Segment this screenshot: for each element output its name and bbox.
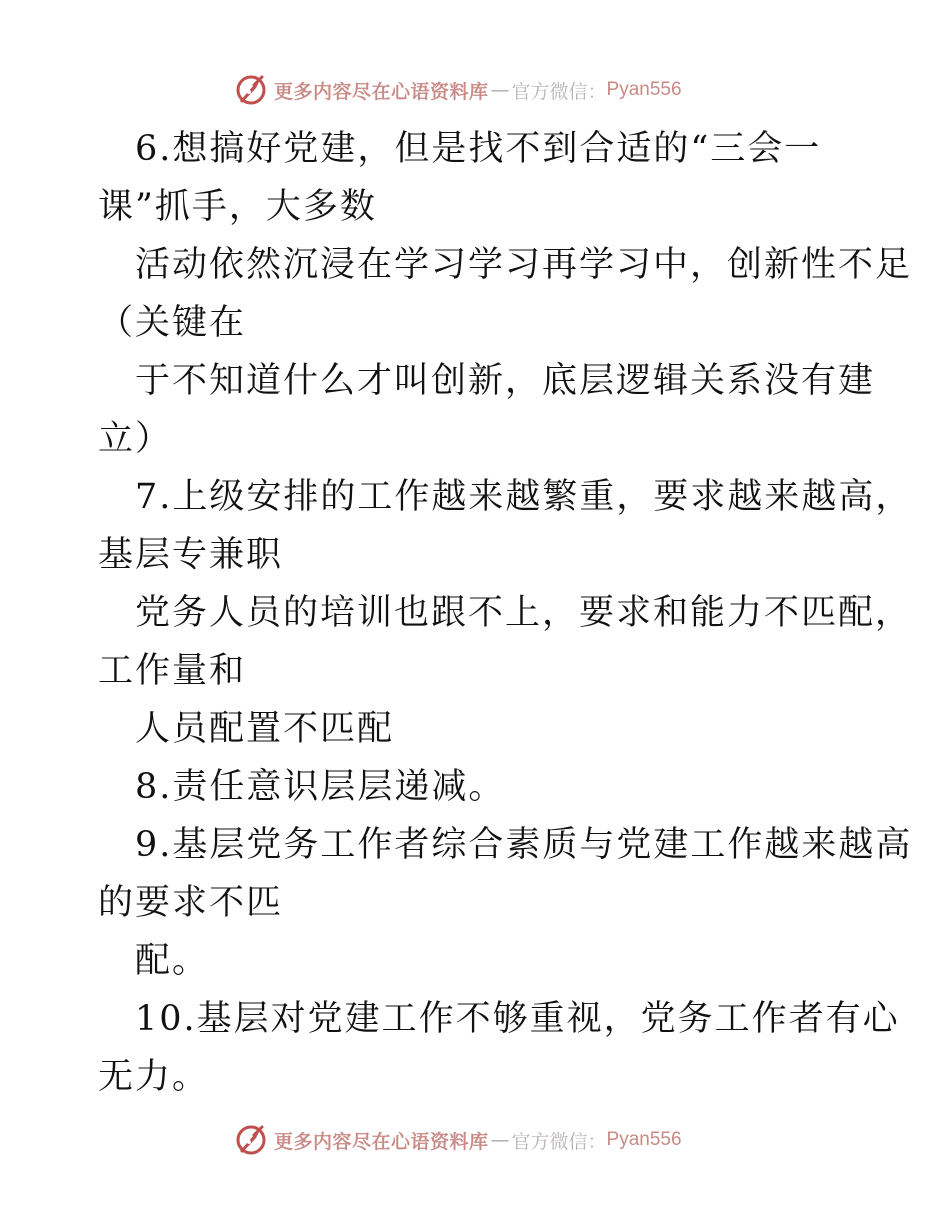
promo-text: 更多内容尽在心语资料库 — [274, 1130, 489, 1153]
text-line: 工作量和 — [98, 651, 247, 691]
wechat-id: Pyan556 — [606, 79, 682, 100]
pen-nib-logo-icon — [234, 73, 268, 107]
text-line: 党务人员的培训也跟不上，要求和能力不匹配， — [135, 593, 913, 633]
text-line: （关键在 — [98, 303, 247, 343]
text-line: 于不知道什么才叫创新，底层逻辑关系没有建 — [135, 361, 876, 401]
text-line: 无力。 — [98, 1057, 210, 1097]
text-line: 活动依然沉浸在学习学习再学习中，创新性不足 — [135, 245, 913, 285]
text-line: 6.想搞好党建，但是找不到合适的“三会一 — [135, 129, 822, 169]
text-line: 7.上级安排的工作越来越繁重，要求越来越高， — [135, 477, 913, 517]
document-body — [98, 120, 913, 1106]
text-line: 9.基层党务工作者综合素质与党建工作越来越高 — [135, 825, 913, 865]
text-line: 人员配置不匹配 — [135, 709, 395, 749]
text-line: 的要求不匹 — [98, 883, 284, 923]
separator: — — [490, 1129, 510, 1151]
separator: — — [490, 79, 510, 101]
text-line: 8.责任意识层层递减。 — [135, 767, 506, 807]
text-line: 10.基层对党建工作不够重视，党务工作者有心 — [135, 999, 900, 1039]
wechat-id: Pyan556 — [606, 1129, 682, 1150]
text-line: 课”抓手，大多数 — [98, 187, 377, 227]
footer-banner — [234, 1122, 682, 1158]
header-banner — [234, 72, 682, 108]
text-line: 配。 — [135, 941, 210, 981]
text-line: 立） — [98, 419, 173, 459]
text-line: 基层专兼职 — [98, 535, 284, 575]
promo-text: 更多内容尽在心语资料库 — [274, 80, 489, 103]
wechat-label: 官方微信： — [511, 80, 607, 103]
pen-nib-logo-icon — [234, 1123, 268, 1157]
wechat-label: 官方微信： — [511, 1130, 607, 1153]
